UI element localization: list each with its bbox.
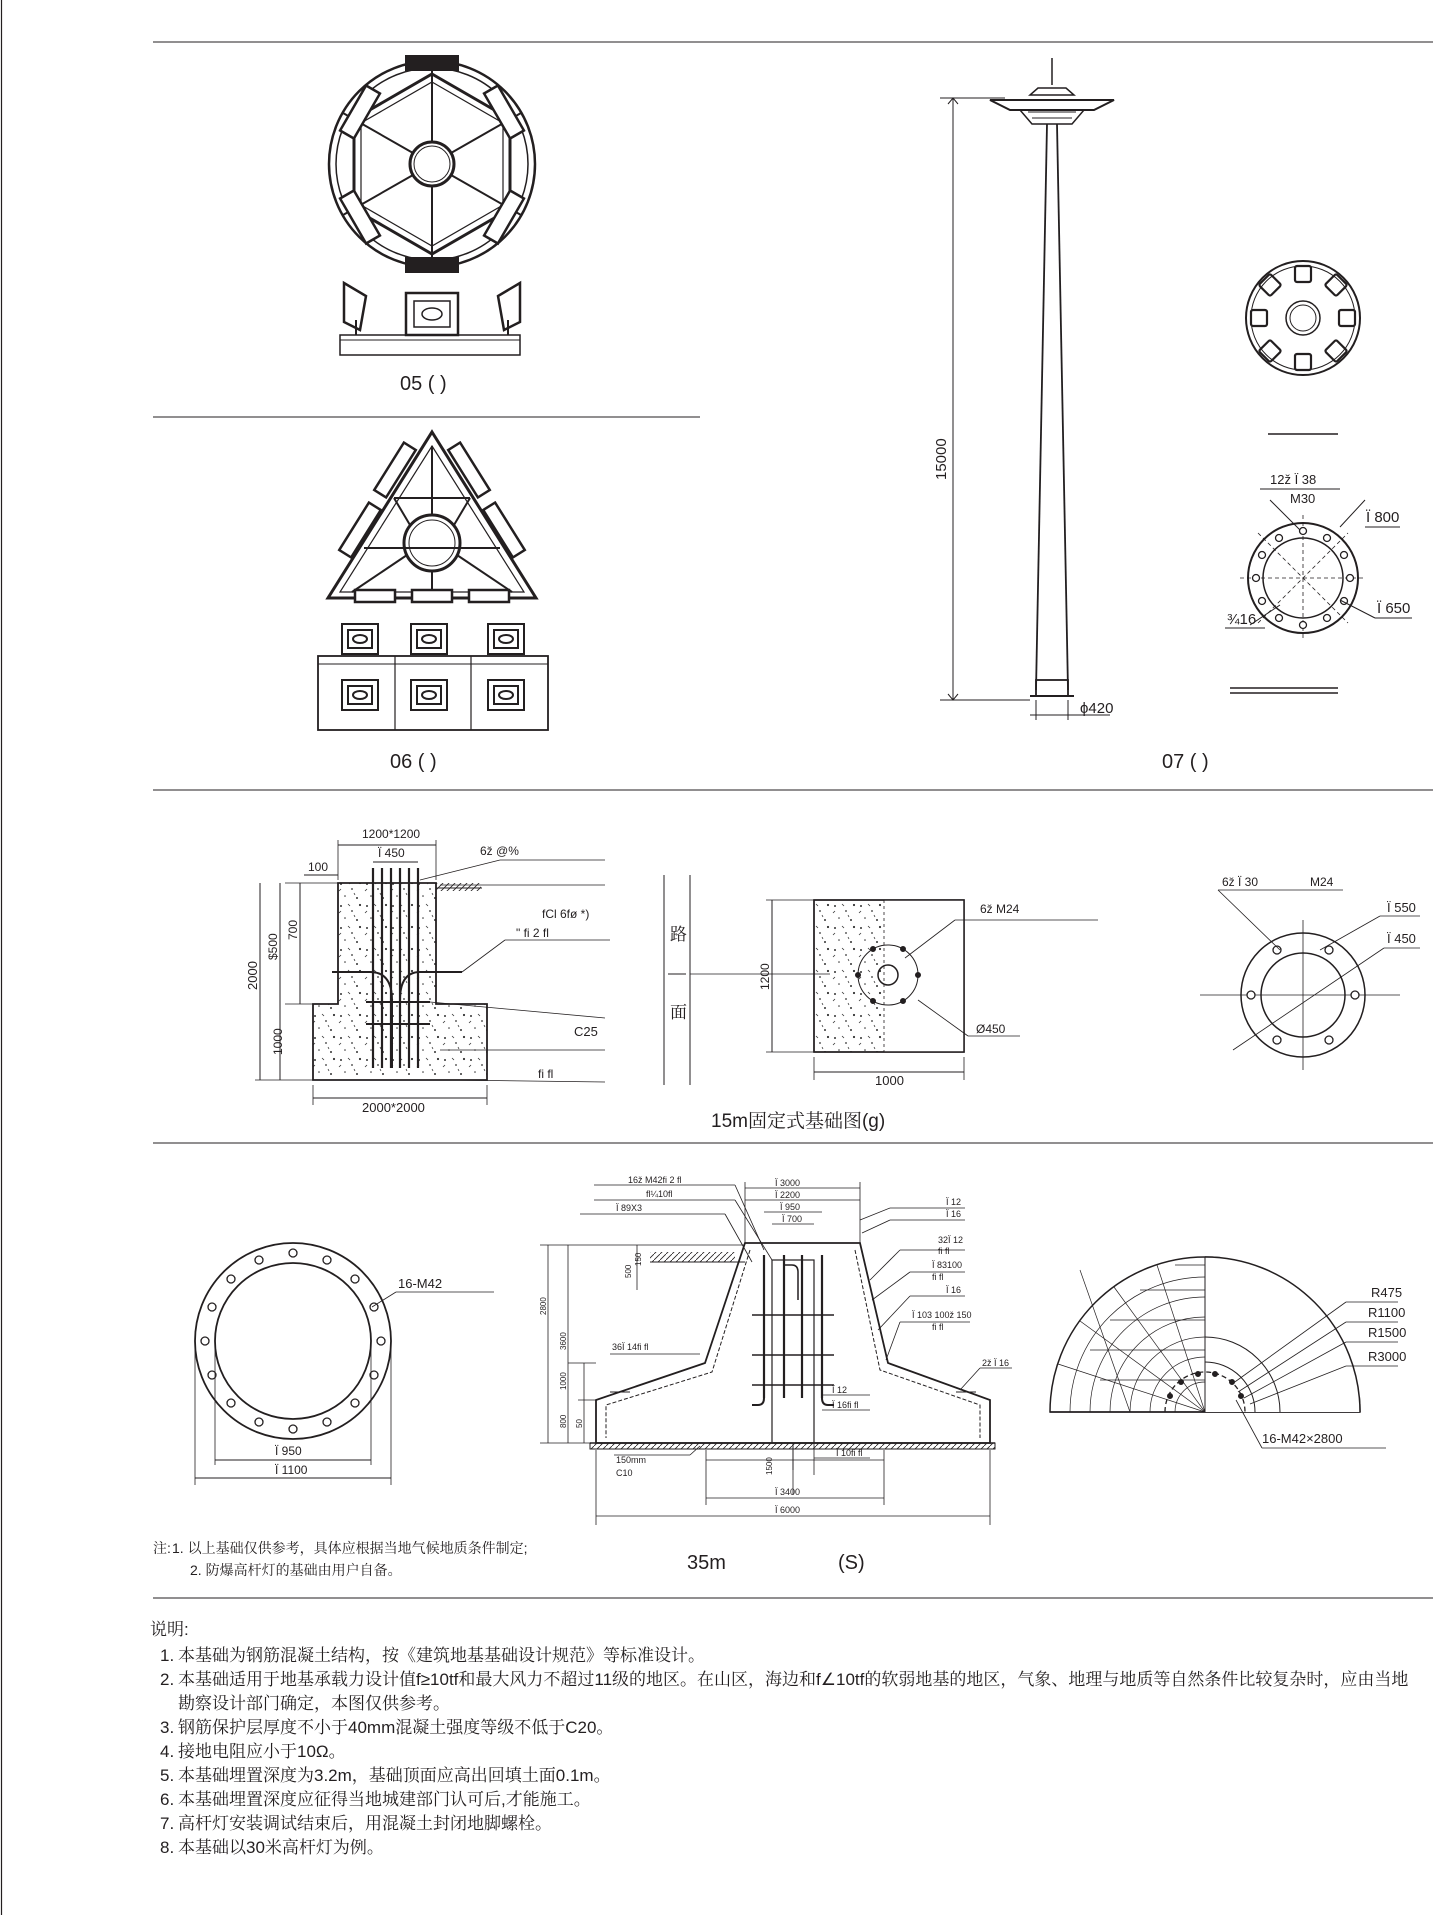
f35-h800: 800 — [559, 1414, 568, 1428]
f35-d950: Ï 950 — [780, 1202, 801, 1212]
f35-r475: R475 — [1371, 1285, 1403, 1300]
note-item: 4. 接地电阻应小于10Ω。 — [160, 1742, 346, 1761]
f35-h3600: 3600 — [559, 1332, 568, 1350]
f35-cushion: 150mm — [616, 1455, 647, 1465]
f15-upper-height: 700 — [286, 919, 300, 940]
f35-r83b: fi fl — [932, 1272, 944, 1282]
design-notes — [150, 1618, 1420, 1860]
foundation-15m-road — [664, 875, 1098, 1085]
f35-tube-note: fl¼10fl — [646, 1189, 673, 1199]
f35-cushion-grade: C10 — [616, 1468, 633, 1478]
foundation-15m-flange — [1200, 890, 1420, 1070]
lamp-panel-06 — [318, 432, 548, 730]
f35-caption-right: (S) — [838, 1552, 865, 1574]
f35-r2z: 2ž Ï 16 — [982, 1358, 1010, 1368]
f15-concrete: C25 — [574, 1024, 598, 1039]
f35-r12a: Ï 12 — [946, 1197, 962, 1207]
road-char-2: 面 — [670, 1003, 687, 1022]
f35-plan-bolts: 16-M42 — [398, 1276, 443, 1291]
footnote-line-2: 2. 防爆高杆灯的基础由用户自备。 — [190, 1562, 402, 1578]
f15-plan-diameter: Ø450 — [976, 1022, 1006, 1036]
foundation-35m-section — [540, 1182, 1012, 1525]
f35-r1100: R1100 — [1368, 1305, 1406, 1320]
f15-flange-outer: Ï 550 — [1387, 900, 1416, 915]
road-char-1: 路 — [670, 925, 687, 944]
notes-heading: 说明: — [150, 1620, 189, 1639]
f15-flange-bolts: 6ž Ï 30 — [1222, 875, 1259, 889]
f15-bottom-width: 2000*2000 — [362, 1100, 425, 1115]
f35-r10: Ï 10fi fl — [836, 1448, 863, 1458]
note-item: 3. 钢筋保护层厚度不小于40mm混凝土强度等级不低于C20。 — [160, 1718, 614, 1737]
f35-h50: 50 — [575, 1419, 584, 1428]
fig07-caption: 07 ( ) — [1162, 751, 1209, 773]
f15-title: 15m固定式基础图(g) — [711, 1111, 886, 1132]
f15-flange-thread: M24 — [1310, 875, 1334, 889]
fig05-caption: 05 ( ) — [400, 373, 447, 395]
f35-anchor: 16-M42×2800 — [1262, 1431, 1343, 1446]
f15-conduit-note1: fCl 6fø *) — [542, 907, 590, 921]
note-item: 5. 本基础埋置深度为3.2m，基础顶面应高出回填土面0.1m。 — [160, 1766, 611, 1785]
f35-h150: 150 — [634, 1252, 643, 1266]
pole-flange-hole: ¾16 — [1227, 611, 1257, 628]
f15-plan-bolt: 6ž M24 — [980, 902, 1020, 916]
f35-r103: Ï 103 100ž 150 — [912, 1310, 972, 1320]
f35-h1000: 1000 — [559, 1372, 568, 1390]
fig06-caption: 06 ( ) — [390, 751, 437, 773]
f15-lower-height: 1000 — [271, 1028, 285, 1055]
f35-r16a: Ï 16 — [946, 1209, 962, 1219]
pole-height-label: 15000 — [933, 438, 950, 480]
foundation-35m-rebar-fan — [1050, 1257, 1398, 1448]
f35-d3400: Ï 3400 — [775, 1487, 801, 1497]
f15-rebar: 6ž @% — [480, 844, 519, 858]
lamp-panel-05 — [329, 56, 535, 355]
footnote-prefix: 注: — [153, 1540, 171, 1556]
f35-d6000: Ï 6000 — [775, 1505, 801, 1515]
f35-plate-note: Ï 89X3 — [616, 1203, 643, 1213]
f35-r32: 32Ï 12 — [938, 1235, 964, 1245]
f35-d2200: Ï 2200 — [775, 1190, 801, 1200]
f15-conduit-note2: " fi 2 fl — [516, 926, 549, 940]
f35-h2800: 2800 — [539, 1297, 548, 1315]
f35-plan-outer: Ï 1100 — [275, 1463, 308, 1477]
f35-bolt-note: 16ž M42fi 2 fl — [628, 1175, 682, 1185]
note-item: 1. 本基础为钢筋混凝土结构，按《建筑地基基础设计规范》等标准设计。 — [160, 1646, 705, 1665]
f35-r103b: fi fl — [932, 1322, 944, 1332]
f15-plan-height: 1200 — [758, 963, 772, 990]
note-item: 8. 本基础以30米高杆灯为例。 — [160, 1838, 384, 1857]
pole-lamp-plan — [1246, 261, 1360, 434]
note-item: 2. 本基础适用于地基承载力设计值f≥10tf和最大风力不超过11级的地区。在山区，海边和f∠10tf的软弱地基的地区，气象、地理与地质等自然条件比较复杂时，应由当地勘察设计部门确定，本图仅供参考。 — [160, 1670, 1409, 1713]
f15-upper-total: $500 — [266, 933, 280, 960]
pole-flange-inner: Ï 650 — [1377, 600, 1411, 617]
pole-base-label: ϕ420 — [1080, 700, 1114, 717]
f15-cover: 100 — [308, 860, 329, 874]
notes-list — [150, 1644, 1420, 1860]
f35-h1500: 1500 — [765, 1457, 774, 1475]
footnote-line-1: 1. 以上基础仅供参考，具体应根据当地气候地质条件制定; — [172, 1540, 528, 1556]
f35-r1500: R1500 — [1368, 1325, 1407, 1340]
pole-flange-outer: Ï 800 — [1366, 509, 1400, 526]
f35-r3000: R3000 — [1368, 1349, 1407, 1364]
f15-total-height: 2000 — [245, 961, 260, 990]
f35-r83100: Ï 83100 — [932, 1260, 963, 1270]
pole-flange-bolts: 12ž Ï 38 — [1270, 472, 1317, 487]
note-item: 7. 高杆灯安装调试结束后，用混凝土封闭地脚螺栓。 — [160, 1814, 552, 1833]
f35-d700: Ï 700 — [782, 1214, 803, 1224]
f15-plan-width: 1000 — [875, 1073, 904, 1088]
f35-h500: 500 — [624, 1264, 633, 1278]
note-item: 6. 本基础埋置深度应征得当地城建部门认可后,才能施工。 — [160, 1790, 591, 1809]
foundation-15m-section — [255, 840, 610, 1105]
f15-bottom-note: fi fl — [538, 1067, 554, 1081]
f35-r16c: Ï 16fi fl — [832, 1400, 859, 1410]
f35-plan-inner: Ï 950 — [275, 1444, 302, 1458]
foundation-35m-plan — [195, 1243, 494, 1485]
f15-top-width: 1200*1200 — [362, 827, 421, 841]
f35-r12b: Ï 12 — [832, 1385, 848, 1395]
f35-d3000: Ï 3000 — [775, 1178, 801, 1188]
pole-elevation-07 — [940, 58, 1114, 720]
f35-r16b: Ï 16 — [946, 1285, 962, 1295]
f15-flange-inner: Ï 450 — [1387, 931, 1416, 946]
f35-r32b: fi fl — [938, 1246, 950, 1256]
f35-r36: 36Ï 14fi fl — [612, 1342, 649, 1352]
f35-caption-left: 35m — [687, 1552, 726, 1574]
pole-flange-thread: M30 — [1290, 491, 1316, 506]
f15-inner-width: Ï 450 — [378, 846, 405, 860]
